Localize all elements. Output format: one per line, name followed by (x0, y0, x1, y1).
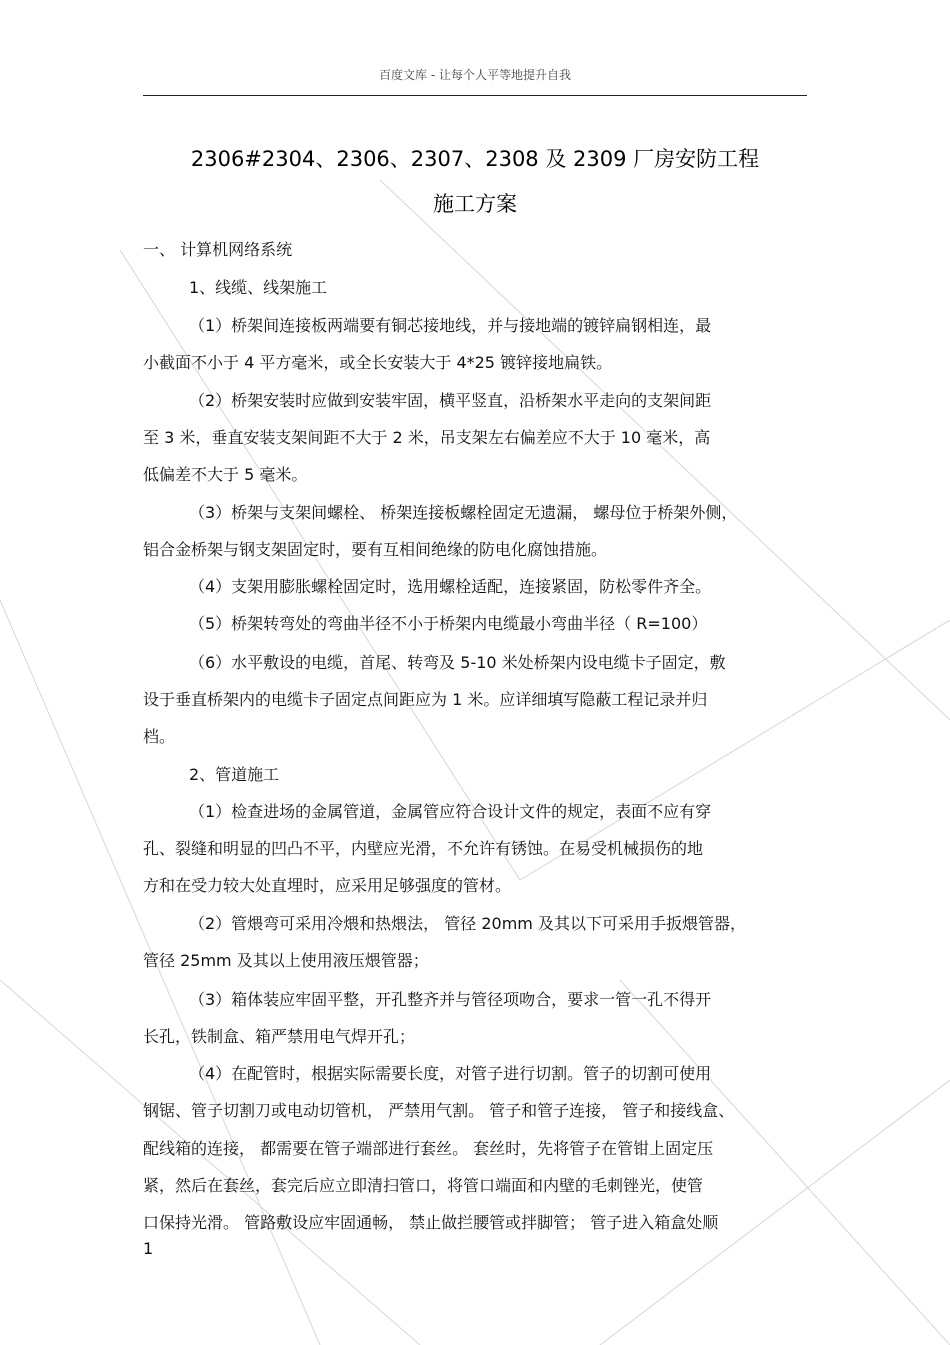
header-divider (143, 95, 807, 96)
paragraph-line: 低偏差不大于 5 毫米。 (143, 465, 308, 484)
document-subtitle: 施工方案 (433, 192, 517, 216)
paragraph-line: 小截面不小于 4 平方毫米，或全长安装大于 4*25 镀锌接地扁铁。 (143, 353, 613, 372)
paragraph-line: （3）箱体装应牢固平整，开孔整齐并与管径项吻合，要求一管一孔不得开 (189, 990, 712, 1009)
paragraph-line: 方和在受力较大处直埋时，应采用足够强度的管材。 (143, 876, 512, 895)
paragraph-line: （1）检查进场的金属管道，金属管应符合设计文件的规定，表面不应有穿 (189, 802, 712, 821)
paragraph-line: （1）桥架间连接板两端要有铜芯接地线，并与接地端的镀锌扁钢相连，最 (189, 316, 712, 335)
paragraph-line: 铝合金桥架与钢支架固定时，要有互相间绝缘的防电化腐蚀措施。 (143, 540, 608, 559)
paragraph-line: （4）支架用膨胀螺栓固定时，选用螺栓适配，连接紧固，防松零件齐全。 (189, 577, 712, 596)
subsection-heading: 1、线缆、线架施工 (189, 278, 328, 297)
paragraph-line: （3）桥架与支架间螺栓、 桥架连接板螺栓固定无遗漏， 螺母位于桥架外侧， (189, 503, 738, 522)
paragraph-line: （2）桥架安装时应做到安装牢固，横平竖直，沿桥架水平走向的支架间距 (189, 391, 712, 410)
paragraph-line: 钢锯、管子切割刀或电动切管机， 严禁用气割。 管子和管子连接， 管子和接线盒、 (143, 1101, 735, 1120)
page-number: 1 (143, 1239, 154, 1258)
paragraph-line: 口保持光滑。 管路敷设应牢固通畅， 禁止做拦腰管或拌脚管； 管子进入箱盒处顺 (143, 1213, 719, 1232)
paragraph-line: 设于垂直桥架内的电缆卡子固定点间距应为 1 米。应详细填写隐蔽工程记录并归 (143, 690, 708, 709)
subsection-heading: 2、管道施工 (189, 765, 280, 784)
paragraph-line: 紧，然后在套丝，套完后应立即清扫管口，将管口端面和内壁的毛刺锉光，使管 (143, 1176, 704, 1195)
paragraph-line: （6）水平敷设的电缆，首尾、转弯及 5-10 米处桥架内设电缆卡子固定，敷 (189, 653, 726, 672)
paragraph-line: 档。 (143, 727, 176, 746)
paragraph-line: 配线箱的连接， 都需要在管子端部进行套丝。 套丝时，先将管子在管钳上固定压 (143, 1139, 714, 1158)
paragraph-line: 至 3 米，垂直安装支架间距不大于 2 米，吊支架左右偏差应不大于 10 毫米，高 (143, 428, 711, 447)
paragraph-line: （4）在配管时，根据实际需要长度，对管子进行切割。管子的切割可使用 (189, 1064, 712, 1083)
section-heading: 一、 计算机网络系统 (143, 240, 293, 259)
page-header: 百度文库 - 让每个人平等地提升自我 (379, 68, 571, 82)
paragraph-line: 长孔，铁制盒、箱严禁用电气焊开孔； (143, 1027, 416, 1046)
paragraph-line: 孔、裂缝和明显的凹凸不平，内壁应光滑，不允许有锈蚀。在易受机械损伤的地 (143, 839, 704, 858)
paragraph-line: 管径 25mm 及其以上使用液压煨管器； (143, 951, 429, 970)
document-title: 2306#2304、2306、2307、2308 及 2309 厂房安防工程 (190, 147, 760, 171)
paragraph-line: （2）管煨弯可采用冷煨和热煨法， 管径 20mm 及其以下可采用手扳煨管器， (189, 914, 746, 933)
paragraph-line: （5）桥架转弯处的弯曲半径不小于桥架内电缆最小弯曲半径（ R=100） (189, 614, 708, 633)
